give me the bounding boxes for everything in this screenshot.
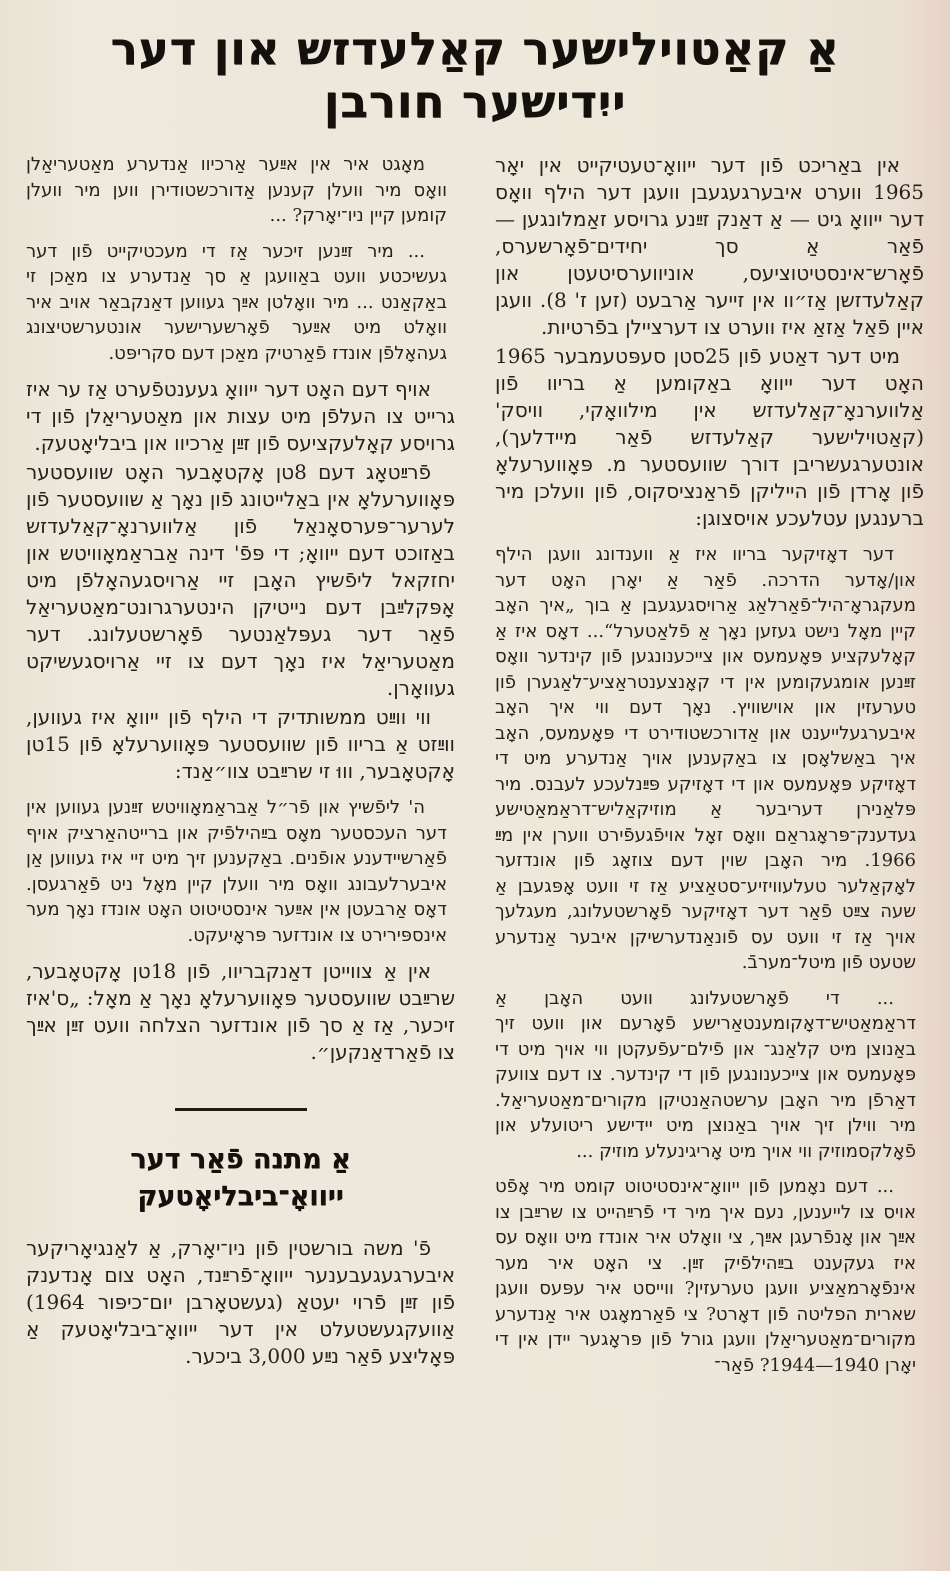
- paragraph: אין באַריכט פֿון דער ייוואָ־טעטיקייט אין יאָר 1965 ווערט איבערגעגעבן וועגן דער הילף וואָס דער ייוואָ גיט — אַ דאַנק זײַנע גרויסע זאַמלונגען — פֿאַר אַ סך יחידים־פֿאָרשערס, פֿאָרש־אינסטיטוציעס, אוניווערסיטעטן און קאַלעדזשן אַז״וו אין זייער אַרבעט (זען ז' 8). וועגן איין פֿאַל אַזאַ איז ווערט צו דערציילן בפֿרטיות.: [495, 153, 924, 339]
- quote-paragraph: ... די פֿאָרשטעלונג וועט האָבן אַ דראַמאַטיש־דאָקומענטאַרישע פֿאָרעם און וועט זיך באַנוצן מיט קלאַנג־ און פֿילם־עפֿעקטן ווי אויך מיט די פּאָעמעס און צייכענונגען פֿון די קינדער. צו דעם צוועק דאַרפֿן מיר האָבן ערשטהאַנטיקן מקורים־מאַטעריאַל. מיר ווילן זיך אויך באַנוצן מיט יידישע ריטועלע און פֿאָלקסמוזיק ווי אויך מיט אָריגינעלע מוזיק ...: [495, 987, 916, 1162]
- section-heading-line-1: אַ מתנה פֿאַר דער: [130, 1144, 351, 1175]
- quote-paragraph: ה' ליפֿשיץ און פֿר״ל אַבראַמאָוויטש זײַנען געווען אין דער העכסטער מאָס בײַהילפֿיק און ברייטהאַרציק אויף פֿאַרשיידענע אופֿנים. באַקענען זיך מיט זיי איז געווען אַן איבערלעבונג וואָס מיר וועלן קיין מאָל ניט פֿאַרגעסן. דאָס אַרבעטן אין אײַער אינסטיטוט האָט אונדז נאָך מער אינספּירירט צו אונדזער פּראָיעקט.: [26, 797, 447, 946]
- paragraph: אויף דעם האָט דער ייוואָ געענטפֿערט אַז ער איז גרייט צו העלפֿן מיט עצות און מאַטעריאַלן פֿון די גרויסע קאָלעקציעס פֿון זײַן אַרכיוו און ביבליאָטעק.: [26, 377, 455, 455]
- paragraph: ווי ווײַט ממשותדיק די הילף פֿון ייוואָ איז געווען, ווײַזט אַ בריוו פֿון שוועסטער פּאָווערעלאָ פֿון 15טן אָקטאָבער, וווּ זי שרײַבט צוו״אַנד:: [26, 705, 455, 783]
- quote-paragraph: דער דאָזיקער בריוו איז אַ ווענדונג וועגן הילף און/אָדער הדרכה. פֿאַר אַ יאָרן האָט דער מעקגראָ־היל־פֿאַרלאַג אַרויסגעגעבן אַ בוך „איך האָב קיין מאָל נישט געזען נאָך אַ פֿלאַטערל“... דאָס איז אַ קאָלעקציע פּאָעמעס און צייכענונגען פֿון קינדער וואָס זײַנען אומגעקומען אין די קאָנצענטראַציע־לאַגערן פֿון טערעזין און אוישוויץ. נאָך דעם ווי איך האָב איבערגעלייענט און אַדורכשטודירט די פּאָעמעס, האָב איך באַשלאָסן צו באַקענען אויך אַנדערע מיט די דאָזיקע פּאָעמעס און די דאָזיקע פּײַנלעכע לעבנס. מיר פּלאַנירן דעריבער אַ מוזיקאַליש־דראַמאַטישע געדענק־פּראָגראַם וואָס זאָל אויפֿגעפֿירט ווערן אין מײַ 1966. מיר האָבן שוין דעם צוזאָג פֿון אונדזער לאָקאַלער טעלעוויזיע־סטאַציע אַז זי וועט אָפּגעבן אַ שעה צײַט פֿאַר דער דאָזיקער פֿאָרשטעלונג, מעגלעך אויך אַז זי וועט עס פֿונאַנדערשיקן איבער אַנדערע שטעט פֿון מיטל־מערבֿ.: [495, 544, 916, 973]
- paragraph: מיט דער דאַטע פֿון 25סטן סעפּטעמבער 1965 האָט דער ייוואָ באַקומען אַ בריוו פֿון אַלווערנאָ־קאַלעדזש אין מילוואָקי, וויסק' (קאַטוילישער קאַלעדזש פֿאַר מיידלעך), אונטערגעשריבן דורך שוועסטער מ. פּאָווערעלאָ פֿון אָרדן פֿון הייליקן פֿראַנציסקוס, פֿון וועלכן מיר ברענגען עטלעכע אויסצוגן:: [495, 344, 924, 530]
- section-heading-line-2: ייוואָ־ביבליאָטעק: [137, 1181, 344, 1212]
- column-left: [26, 152, 455, 1370]
- paragraph: פֿ' משה בורשטין פֿון ניו־יאָרק, אַ לאַנגיאָריקער איבערגעגעבענער ייוואָ־פֿרײַנד, האָט צום אָנדענק פֿון זײַן פֿרוי יעטאַ (געשטאָרבן יום־כיפּור 1964) אַוועקגעשטעלט אין דער ייוואָ־ביבליאָטעק אַ פּאָליצע פֿאַר נײַע 3,000 ביכער.: [26, 1236, 455, 1368]
- section-divider-rule: [175, 1108, 307, 1111]
- paragraph: פֿרײַטאָג דעם 8טן אָקטאָבער האָט שוועסטער פּאָווערעלאָ אין באַלייטונג פֿון נאָך אַ שוועסטער פֿון לערער־פּערסאָנאַל פֿון אַלווערנאָ־קאַלעדזש באַזוכט דעם ייוואָ; די פּפֿ' דינה אַבראַמאָוויטש און יחזקאל ליפֿשיץ האָבן זיי אַרויסגעהאָלפֿן מיט אָפּקלײַבן דעם נייטיקן הינטערגרונט־מאַטעריאַל פֿאַר דער געפּלאַנטער פֿאָרשטעלונג. דער מאַטעריאַל איז נאָך דעם צו זיי אַרויסגעשיקט געוואָרן.: [26, 460, 455, 700]
- section-heading: [26, 1141, 455, 1215]
- column-right: [495, 152, 924, 1378]
- quote-paragraph-continuation: מאָגט איר אין אײַער אַרכיוו אַנדערע מאַטעריאַלן וואָס מיר וועלן קענען אַדורכשטודירן ווען מיר וועלן קומען קיין ניו־יאָרק? ...: [26, 154, 447, 226]
- paragraph: אין אַ צווייטן דאַנקבריוו, פֿון 18טן אָקטאָבער, שרײַבט שוועסטער פּאָווערעלאָ נאָך אַ מאָל: „ס'איז זיכער, אַז אַ סך פֿון אונדזער הצלחה וועט זײַן אײַך צו פֿאַרדאַנקען״.: [26, 959, 455, 1064]
- two-column-layout: [26, 152, 924, 1378]
- quote-paragraph: ... מיר זײַנען זיכער אַז די מעכטיקייט פֿון דער געשיכטע וועט באַוועגן אַ סך אַנדערע צו מאַכן זי באַקאַנט ... מיר וואָלטן אײַך געווען דאַנקבאַר אויב איר וואָלט מיט אײַער פֿאָרשערישער אונטערשטיצונג געהאָלפֿן אונדז פֿאַרטיק מאַכן דעם סקריפּט.: [26, 240, 447, 364]
- quote-paragraph: ... דעם נאָמען פֿון ייוואָ־אינסטיטוט קומט מיר אָפֿט אויס צו לייענען, נעם איך מיר די פֿרײַהייט צו שרײַבן צו אײַך און אָנפֿרעגן אײַך, צי וואָלט איר אונדז מיט וואָס עס איז געקענט בײַהילפֿיק זײַן. צי האָט איר מער אינפֿאָרמאַציע וועגן טערעזין? ווייסט איר עפּעס וועגן שארית הפליטה פֿון דאָרט? צי פֿאַרמאָגט איר אַנדערע מקורים־מאַטעריאַלן וועגן גורל פֿון פּראָגער יידן אין די יאָרן 1940—1944? פֿאַר־: [495, 1176, 916, 1376]
- article-headline: אַ קאַטוילישער קאַלעדזש און דער ייִדישער חורבן: [110, 22, 840, 128]
